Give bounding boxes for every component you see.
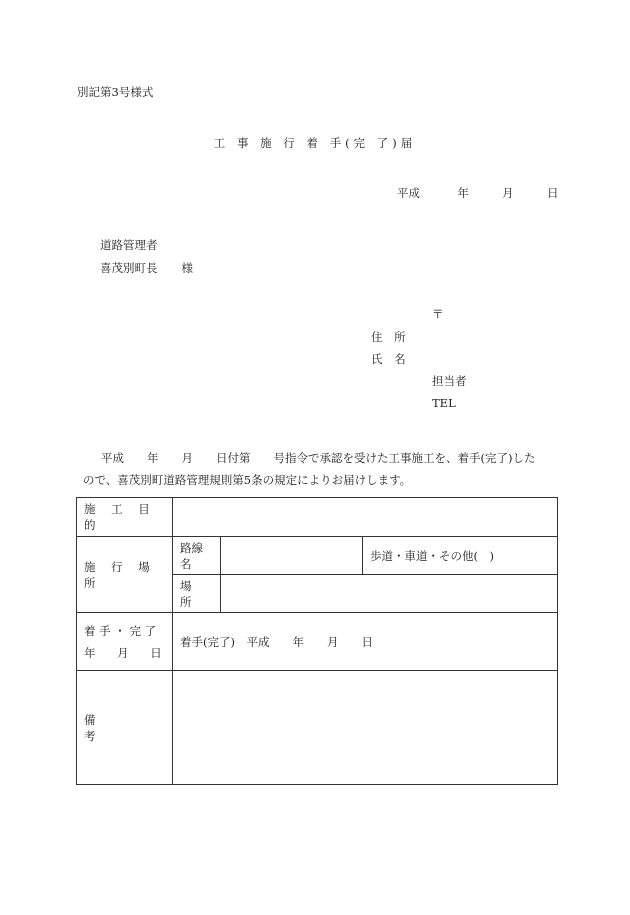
submission-date [397, 185, 558, 201]
contact-person-label: 担当者 [432, 374, 467, 388]
notice-line-1: 平成 年 月 日付第 号指令で承認を受けた工事施工を、着手(完了)した [101, 451, 536, 465]
postal-mark: 〒 [432, 307, 444, 321]
name-label: 氏 名 [371, 352, 410, 366]
remarks-label: 備 考 [77, 671, 173, 785]
start-end-row [77, 613, 558, 671]
addressee-name: 喜茂別町長 様 [100, 261, 193, 275]
date-day: 日 [546, 186, 559, 200]
road-type-options[interactable]: 歩道・車道・その他( ) [363, 537, 558, 575]
date-year: 年 [457, 186, 469, 200]
honorific: 様 [181, 261, 193, 275]
date-month: 月 [502, 186, 514, 200]
start-end-label-bottom: 年 月 日 [84, 645, 162, 660]
notice-body [83, 447, 563, 491]
purpose-field[interactable] [173, 498, 558, 537]
notification-table [76, 497, 558, 785]
document-title: 工 事 施 行 着 手(完 了)届 [213, 136, 417, 150]
place-field[interactable] [221, 575, 558, 613]
start-end-field[interactable]: 着手(完了) 平成 年 月 日 [173, 613, 558, 671]
addressee-block [100, 234, 193, 280]
notice-line-2: ので、喜茂別町道路管理規則第5条の規定によりお届けします。 [83, 473, 412, 487]
form-number: 別記第3号様式 [77, 85, 154, 99]
place-label: 場 所 [173, 575, 221, 613]
purpose-label: 施 工 目 的 [77, 498, 173, 537]
location-label: 施 行 場 所 [77, 537, 173, 613]
remarks-field[interactable] [173, 671, 558, 785]
route-label: 路線名 [173, 537, 221, 575]
route-row [77, 537, 558, 575]
addressee-title: 道路管理者 [100, 238, 158, 252]
date-era: 平成 [397, 186, 420, 200]
purpose-row [77, 498, 558, 537]
start-end-label [77, 613, 173, 671]
address-label: 住 所 [371, 330, 410, 344]
tel-label: TEL [432, 396, 456, 410]
remarks-row [77, 671, 558, 785]
route-field[interactable] [221, 537, 363, 575]
start-end-label-top: 着 手 ・ 完 了 [84, 623, 157, 638]
